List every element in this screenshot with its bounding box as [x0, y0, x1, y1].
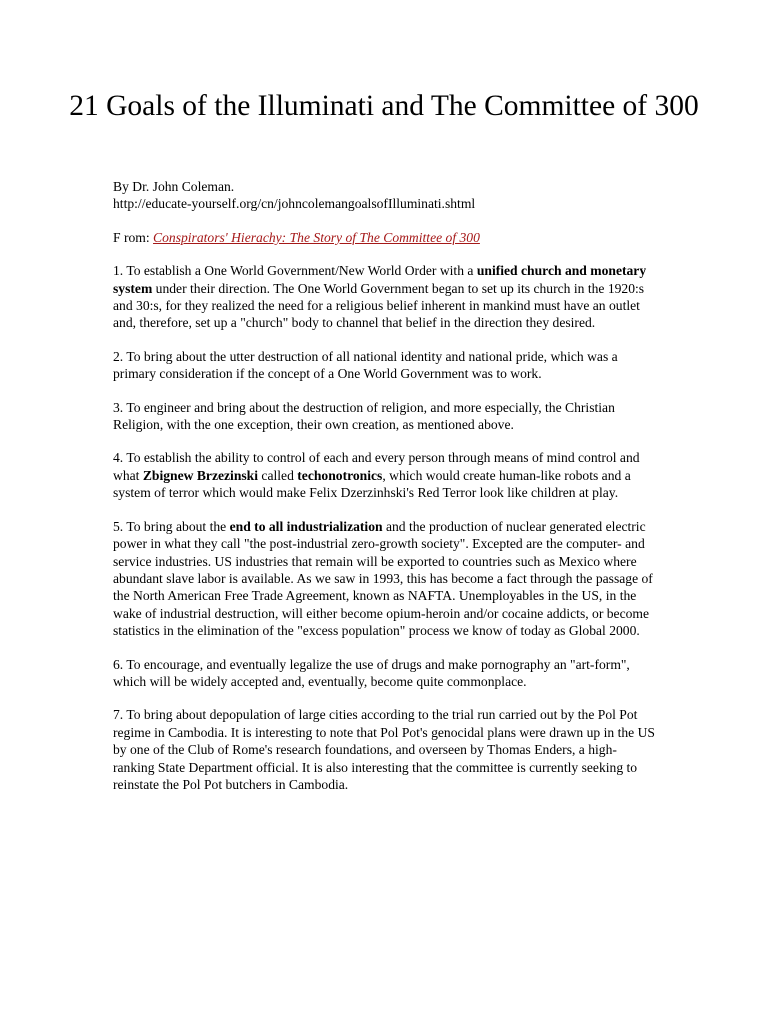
from-line — [113, 229, 658, 246]
title-line-1: 21 Goals of the Illuminati and The — [69, 90, 477, 122]
goals-list — [113, 262, 658, 793]
document-body — [113, 178, 658, 809]
goal-text: 6. To encourage, and eventually legalize the use of drugs and make pornography an "art-form", which will be widely accepted and, eventually, become quite commonplace. — [113, 656, 630, 689]
goal-text: 4. To establish the ability to control of each and every person through means of mind control and what — [113, 450, 640, 483]
emphasis-text: unified church and monetary system — [113, 263, 647, 296]
goal-paragraph-7 — [113, 706, 658, 793]
goal-paragraph-1 — [113, 262, 658, 332]
author: By Dr. John Coleman. — [113, 179, 235, 194]
goal-paragraph-2 — [113, 348, 658, 383]
goal-text: , which would create human-like robots and a system of terror which would make Felix Dzerzinhski's Red Terror look like children at play. — [113, 467, 631, 501]
goal-paragraph-3 — [113, 399, 658, 434]
source-book-link[interactable]: Conspirators' Hierachy: The Story of The Committee of 300 — [153, 229, 480, 245]
goal-paragraph-6 — [113, 656, 658, 691]
emphasis-text: techonotronics — [297, 467, 383, 483]
goal-paragraph-4 — [113, 449, 658, 501]
goal-text: under their direction. The One World Government began to set up its church in the 1920:s and 30:s, for they realized the need for a religious belief inherent in mankind must have an outlet and, therefore, set up a "church" body to channel that belief in the direction they desired. — [113, 280, 645, 331]
goal-text: 3. To engineer and bring about the destruction of religion, and more especially, the Christian Religion, with the one exception, their own creation, as mentioned above. — [113, 399, 615, 433]
emphasis-text: Zbignew Brzezinski — [142, 467, 259, 483]
goal-text: 2. To bring about the utter destruction of all national identity and national pride, which was a primary consideration if the concept of a One World Government was to work. — [113, 348, 618, 382]
document-title — [60, 89, 708, 124]
goal-paragraph-5 — [113, 518, 658, 640]
from-prefix: F rom: — [113, 229, 154, 245]
emphasis-text: end to all industrialization — [229, 518, 383, 534]
title-line-2: Committee of 300 — [484, 90, 699, 122]
goal-text: 7. To bring about depopulation of large cities according to the trial run carried out by the Pol Pot regime in Cambodia. It is interesting to note that Pol Pot's genocidal plans were drawn up in the US by one of the Club of Rome's research foundations, and overseen by Thomas Enders, a high-ranking State Department official. It is also interesting that the committee is currently seeking to reinstate the Pol Pot butchers in Cambodia. — [113, 707, 655, 792]
goal-text: and the production of nuclear generated electric power in what they call "the post-industrial zero-growth society". Excepted are the computer- and service industries. US industries that remain will be exported to countries such as Mexico where abundant slave labor is available. As we saw in 1993, this has become a fact through the passage of the North American Free Trade Agreement, known as NAFTA. Unemployables in the US, in the wake of industrial destruction, will either become opium-heroin and/or cocaine addicts, or become statistics in the elimination of the "excess population" process we know of today as Global 2000. — [113, 518, 653, 639]
goal-text: called — [258, 467, 298, 483]
byline — [113, 178, 658, 213]
goal-text: 1. To establish a One World Government/New World Order with a — [113, 263, 477, 279]
goal-text: 5. To bring about the — [113, 518, 230, 534]
source-url: http://educate-yourself.org/cn/johncolemangoalsofIlluminati.shtml — [113, 196, 476, 212]
